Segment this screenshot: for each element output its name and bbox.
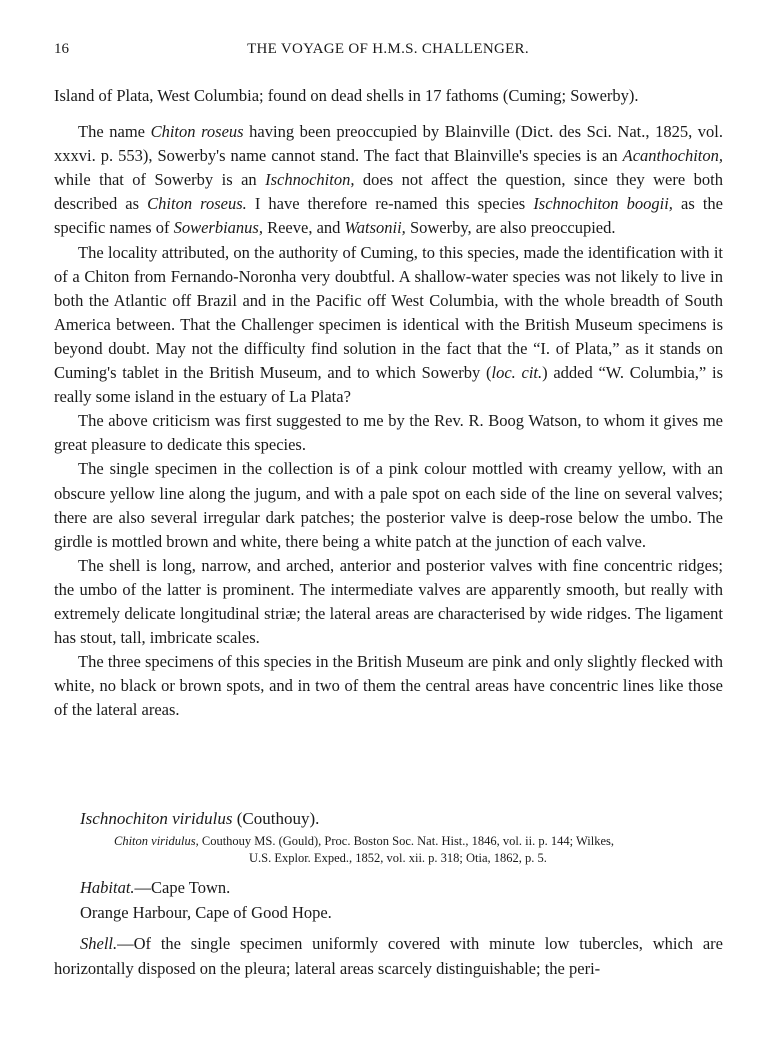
page-number: 16	[54, 41, 69, 57]
paragraph-dedication: The above criticism was first suggested to me by the Rev. R. Boog Watson, to whom it gives me great pleasure to dedicate this species.	[54, 411, 723, 455]
paragraph-locality-discussion: The locality attributed, on the authority of Cuming, to this species, made the identification with it of a Chiton from Fernando-Noronha very doubtful. A shallow-water species was not likely to live in both the Atlantic off Brazil and in the Pacific off West Columbia, with the whole breadth of South America between. That the Challenger specimen is identical with the British Museum specimens is beyond doubt. May not the difficulty find solution in the fact that the “I. of Plata,” as it stands on Cuming's tablet in the British Museum, and to which Sowerby (loc. cit.) added “W. Columbia,” is really some island in the estuary of La Plata?	[54, 242, 723, 407]
paragraph-locality: Island of Plata, West Columbia; found on dead shells in 17 fathoms (Cuming; Sowerby).	[54, 86, 639, 105]
page-header	[54, 41, 722, 63]
species-heading: Ischnochiton viridulus (Couthouy).	[80, 809, 320, 828]
synonymy-reference: Chiton viridulus, Couthouy MS. (Gould), Proc. Boston Soc. Nat. Hist., 1846, vol. ii. p. 144; Wilkes, U.S. Explor. Exped., 1852, vol. xii. p. 318; Otia, 1862, p. 5.	[114, 834, 614, 865]
habitat-section: Habitat.—Cape Town. Orange Harbour, Cape of Good Hope.	[80, 878, 332, 922]
running-title: THE VOYAGE OF H.M.S. CHALLENGER.	[247, 41, 529, 57]
shell-description: Shell.—Of the single specimen uniformly covered with minute low tubercles, which are horizontally disposed on the pleura; lateral areas scarcely distinguishable; the peri-	[54, 934, 723, 978]
paragraph-name-note: The name Chiton roseus having been preoccupied by Blainville (Dict. des Sci. Nat., 1825, vol. xxxvi. p. 553), Sowerby's name cannot stand. The fact that Blainville's species is an Acanthochiton, while that of Sowerby is an Ischnochiton, does not affect the question, since they were both described as Chiton roseus. I have therefore re-named this species Ischnochiton boogii, as the specific names of Sowerbianus, Reeve, and Watsonii, Sowerby, are also preoccupied.	[54, 122, 723, 238]
paragraph-shell-form: The shell is long, narrow, and arched, anterior and posterior valves with fine concentric ridges; the umbo of the latter is prominent. The intermediate valves are apparently smooth, but really with extremely delicate longitudinal striæ; the lateral areas are characterised by wide ridges. The ligament has stout, tall, imbricate scales.	[54, 555, 723, 648]
body-text	[54, 84, 723, 722]
paragraph-museum-specimens: The three specimens of this species in the British Museum are pink and only slightly flecked with white, no black or brown spots, and in two of them the central areas have concentric lines like those of the lateral areas.	[54, 652, 723, 720]
paragraph-colour: The single specimen in the collection is of a pink colour mottled with creamy yellow, with an obscure yellow line along the jugum, and with a pale spot on each side of the line on several valves; there are also several irregular dark patches; the posterior valve is deep-rose below the umbo. The girdle is mottled brown and white, there being a white patch at the junction of each valve.	[54, 459, 723, 551]
